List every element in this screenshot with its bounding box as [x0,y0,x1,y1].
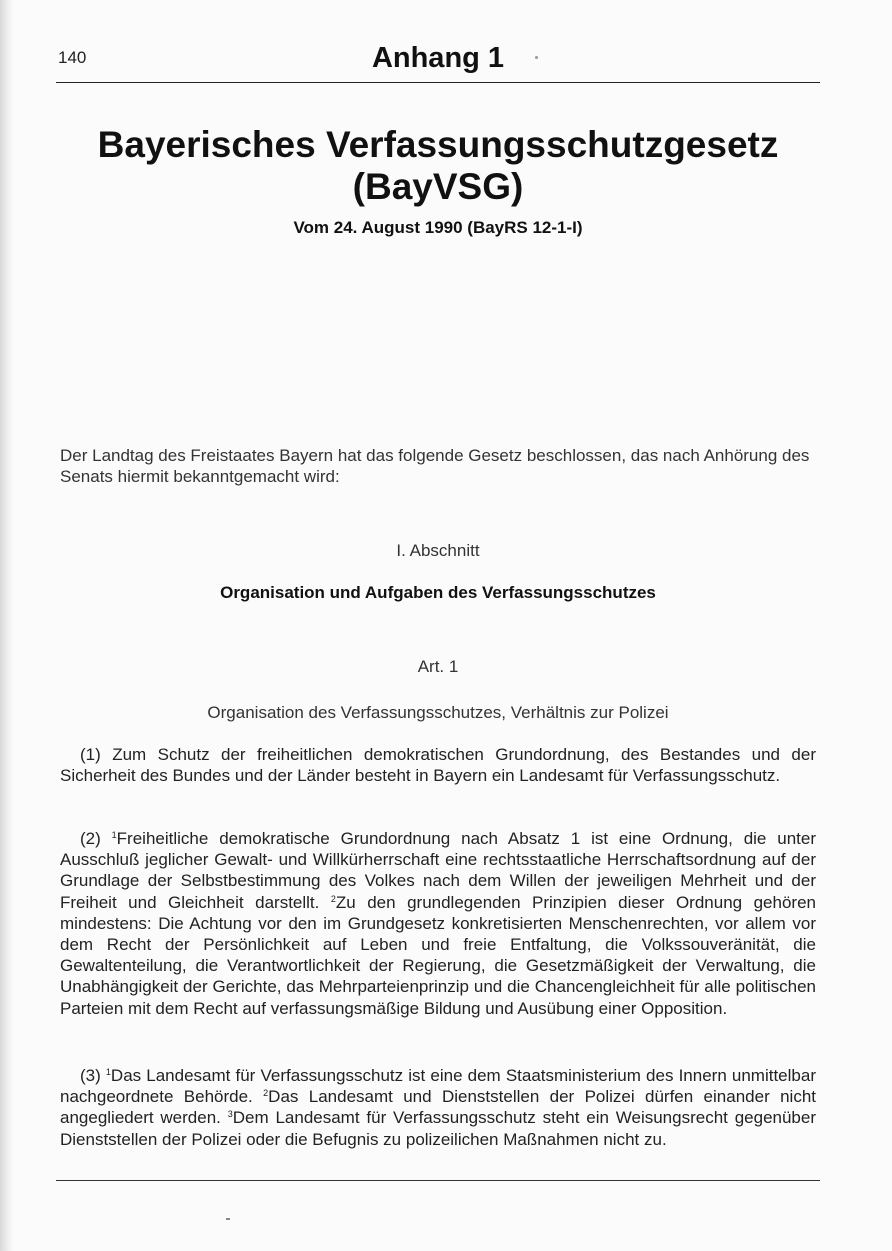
sentence-marker: 2 [330,893,336,904]
law-title [56,124,820,208]
paragraph-2 [60,828,816,1019]
sentence-text: Das Landesamt und Dienststellen der Polizei dürfen einander nicht angegliedert werden. [60,1087,816,1128]
law-date-line: Vom 24. August 1990 (BayRS 12-1-I) [293,218,583,237]
sentence-text: Freiheitliche demokratische Grundordnung nach Absatz 1 ist eine Ordnung, die unter Ausschluß jeglicher Gewalt- und Willkürherrschaft eine rechtsstaatliche Herrschaftsordnung auf der Grundlage der Selbstbestimmung des Volkes nach dem Willen der jeweiligen Mehrheit und der Freiheit und Gleichheit darstellt. [60,829,816,912]
section-label: I. Abschnitt [396,541,480,560]
sentence-text: Dem Landesamt für Verfassungsschutz steht ein Weisungsrecht gegenüber Dienststellen der Polizei oder die Befugnis zu polizeilichen Maßnahmen nicht zu. [60,1108,817,1149]
law-title-line2: (BayVSG) [352,166,524,207]
section-title: Organisation und Aufgaben des Verfassungsschutzes [220,583,656,602]
paragraph-number: (2) [80,829,101,848]
scan-speck [535,56,538,59]
running-title: Anhang 1 [371,42,505,74]
page-header [56,36,820,82]
sentence-marker: 1 [105,1067,111,1077]
sentence-text: Zu den grundlegenden Prinzipien dieser Ordnung gehören mindestens: Die Achtung vor den im Grundgesetz konkretisierten Menschenrechten, vor allem vor dem Recht der Persönlichkeit auf Leben und freie Entfaltung, die Volkssouveränität, die Gewaltenteilung, die Verantwortlichkeit der Regierung, die Gesetzmäßigkeit der Verwaltung, die Unabhängigkeit der Gerichte, das Mehrparteienprinzip und die Chancengleichheit für alle politischen Parteien mit dem Recht auf verfassungsmäßige Bildung und Ausübung einer Opposition. [60,892,816,1018]
paragraph-number: (3) [80,1066,101,1085]
page-edge-shadow [0,0,14,1251]
paragraph-number: (1) [80,745,101,764]
page-number: 140 [58,48,87,67]
header-rule [56,82,820,83]
law-title-line1: Bayerisches Verfassungsschutzgesetz [97,124,779,165]
paragraph-text: Zum Schutz der freiheitlichen demokratischen Grundordnung, des Bestandes und der Sicherheit des Bundes und der Länder besteht in Bayern ein Landesamt für Verfassungsschutz. [60,745,816,786]
scan-speck [226,1218,230,1220]
sentence-marker: 3 [227,1109,233,1120]
sentence-marker: 2 [263,1088,269,1099]
preamble: Der Landtag des Freistaates Bayern hat das folgende Gesetz beschlossen, das nach Anhörung des Senats hiermit bekanntgemacht wird: [60,446,810,486]
footer-rule [56,1180,820,1181]
sentence-text: Das Landesamt für Verfassungsschutz ist eine dem Staatsministerium des Innern unmittelbar nachgeordnete Behörde. [60,1066,816,1107]
article-title: Organisation des Verfassungsschutzes, Verhältnis zur Polizei [207,703,669,722]
article-label: Art. 1 [417,657,459,676]
paragraph-3 [60,1065,816,1150]
paragraph-1 [60,744,816,786]
sentence-marker: 1 [111,830,117,840]
